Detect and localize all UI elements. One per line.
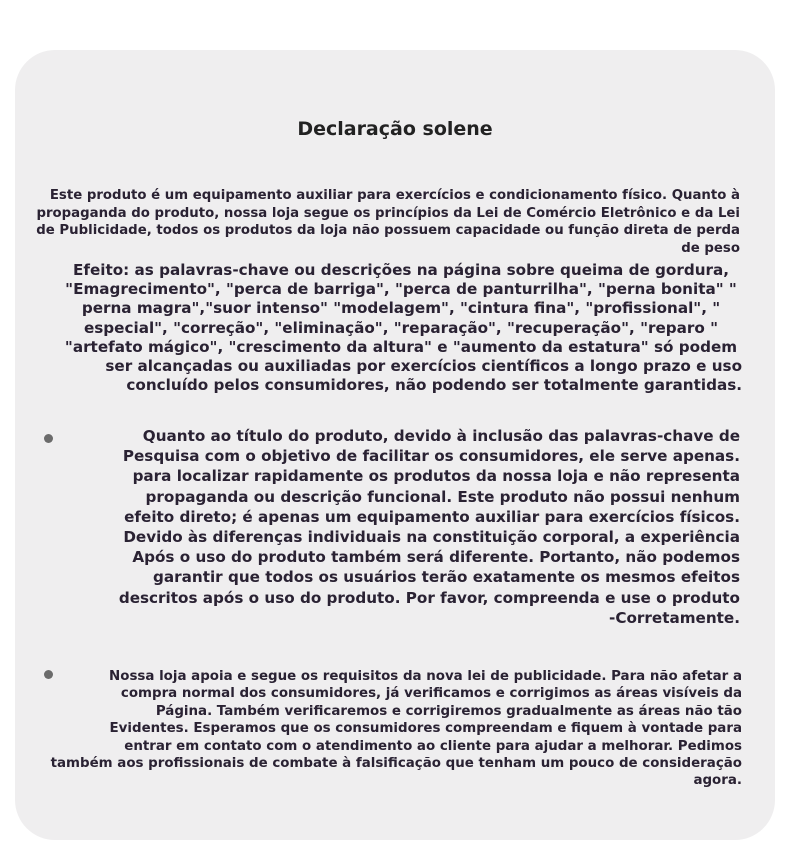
text-line: perna magra","suor intenso" "modelagem", "cintura fina", "profissional", " [81, 299, 721, 318]
intro-paragraph [22, 187, 740, 257]
text-line: Nossa loja apoia e segue os requisitos da nova lei de publicidade. Para não afetar a [109, 669, 742, 684]
title-notice-paragraph [100, 426, 740, 628]
text-line: para localizar rapidamente os produtos da nossa loja e não representa [132, 467, 740, 486]
text-line: "Emagrecimento", "perca de barriga", "perca de panturrilha", "perna bonita" " [65, 280, 737, 299]
text-line: agora. [693, 773, 742, 789]
text-line: de peso [681, 240, 740, 256]
text-line: especial", "correção", "eliminação", "reparação", "recuperação", "reparo " [83, 318, 719, 337]
text-line: Este produto é um equipamento auxiliar para exercícios e condicionamento físico. Quanto à [49, 188, 740, 203]
bullet-icon [44, 434, 53, 443]
text-line: de Publicidade, todos os produtos da loja não possuem capacidade ou função direta de perda [36, 223, 740, 238]
text-line: concluído pelos consumidores, não podendo ser totalmente garantidas. [126, 376, 742, 395]
text-line: Pesquisa com o objetivo de facilitar os consumidores, ele serve apenas. [122, 447, 740, 466]
text-line: garantir que todos os usuários terão exatamente os mesmos efeitos [153, 568, 740, 587]
text-line: Evidentes. Esperamos que os consumidores compreendam e fiquem à vontade para [109, 721, 742, 737]
text-line: Devido às diferenças individuais na constituição corporal, a experiência [123, 528, 740, 547]
text-line: Efeito: as palavras-chave ou descrições na página sobre queima de gordura, [72, 261, 730, 279]
text-line: também aos profissionais de combate à falsificação que tenham um pouco de consideração [50, 756, 742, 772]
advertising-law-paragraph [22, 668, 742, 790]
effect-paragraph [60, 261, 742, 395]
text-line: compra normal dos consumidores, já verificamos e corrigimos as áreas visíveis da [120, 686, 742, 702]
text-line: propaganda ou descrição funcional. Este produto não possui nenhum [145, 487, 740, 506]
text-line: entrar em contato com o atendimento ao cliente para ajudar a melhorar. Pedimos [124, 738, 742, 754]
text-line: -Corretamente. [609, 608, 740, 627]
text-line: "artefato mágico", "crescimento da altura" e "aumento da estatura" só podem [64, 337, 738, 356]
text-line: propaganda do produto, nossa loja segue os princípios da Lei de Comércio Eletrônico e da Lei [36, 205, 740, 221]
text-line: ser alcançadas ou auxiliadas por exercícios científicos a longo prazo e uso [105, 357, 742, 376]
page-title: Declaração solene [297, 118, 493, 140]
text-line: Após o uso do produto também será diferente. Portanto, não podemos [132, 548, 740, 567]
text-line: efeito direto; é apenas um equipamento auxiliar para exercícios físicos. [124, 507, 740, 526]
text-line: Página. Também verificaremos e corrigiremos gradualmente as áreas não tão [155, 703, 742, 719]
text-line: Quanto ao título do produto, devido à inclusão das palavras-chave de [142, 427, 740, 445]
text-line: descritos após o uso do produto. Por favor, compreenda e use o produto [118, 588, 740, 607]
